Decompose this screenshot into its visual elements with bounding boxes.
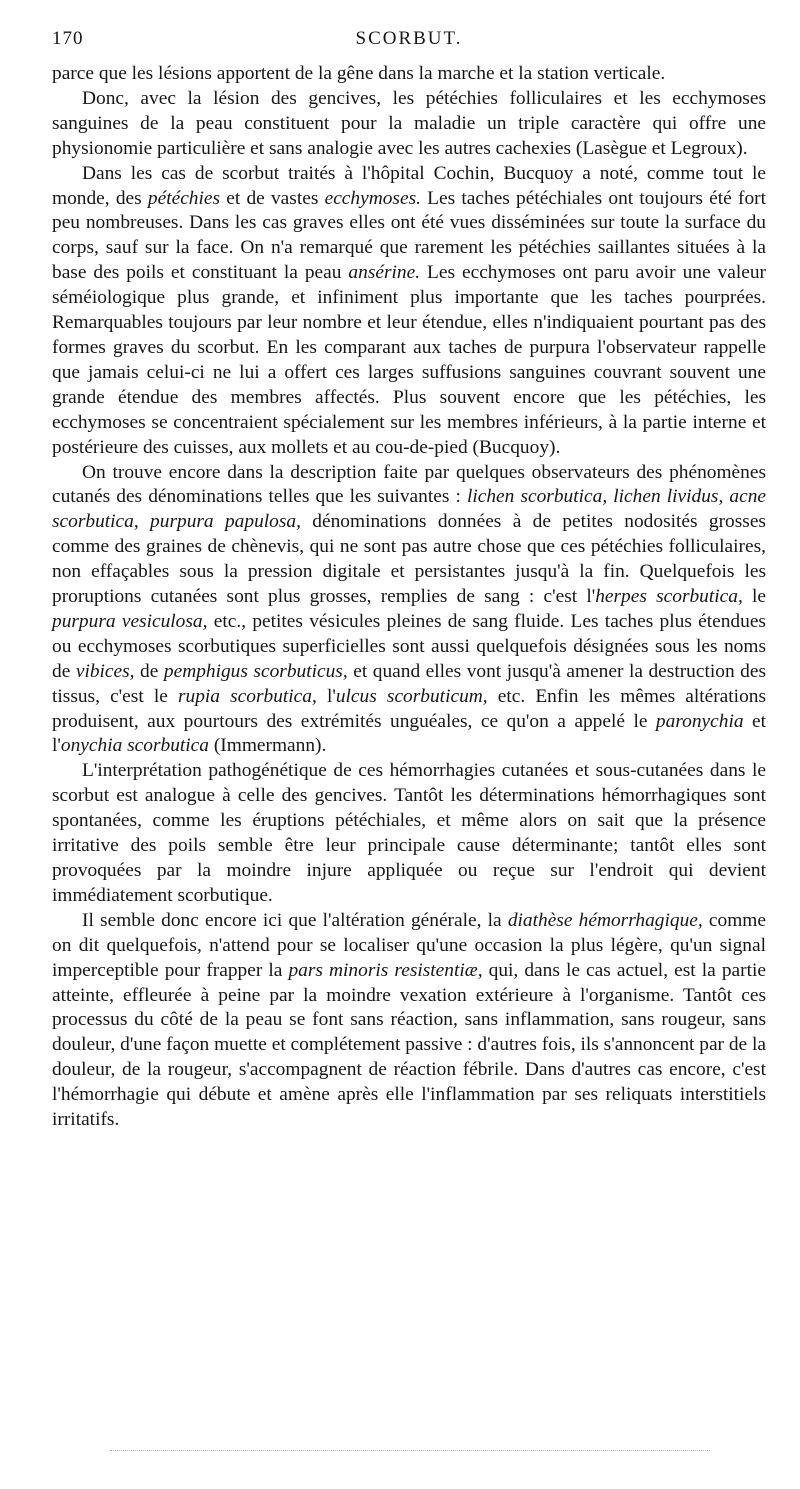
text-run: comme on dit quelquefois, n'attend pour se localiser qu'une occasion la plus légère, qu'un signal imperceptible pour frapper la bbox=[52, 909, 766, 981]
running-title: SCORBUT. bbox=[355, 28, 463, 49]
italic-run: ulcus scorbuticum, bbox=[335, 685, 488, 707]
text-run: qui, dans le cas actuel, est la partie atteinte, effleurée à peine par la moindre vexation extérieure à l'organisme. Tantôt ces processus du côté de la peau se font sans réaction, sans inflammation, sans rougeur, sans douleur, d'une façon muette et complétement passive : d'autres fois, ils s'annoncent par de la douleur, de la rougeur, s'accompagnent de réaction fébrile. Dans d'autres cas encore, c'est l'hémorrhagie qui débute et amène après elle l'inflammation par ses reliquats interstitiels irritatifs. bbox=[52, 959, 767, 1131]
page-bottom-rule bbox=[110, 1450, 710, 1452]
italic-run: pars minoris resistentiæ, bbox=[288, 959, 483, 981]
italic-run: pemphigus scorbuticus, bbox=[163, 660, 348, 682]
text-run: Il semble donc encore ici que l'altération générale, la bbox=[82, 909, 508, 931]
page-header bbox=[52, 28, 766, 54]
paragraph bbox=[52, 162, 766, 461]
paragraph bbox=[52, 909, 766, 1133]
paragraph bbox=[52, 62, 766, 87]
text-run: etc., petites vésicules pleines de sang fluide. Les taches plus étendues ou ecchymoses scorbutiques superficielles sont aussi quelquefois désignées sous les noms de bbox=[52, 610, 766, 682]
paragraph bbox=[52, 87, 766, 162]
text-run: et de vastes bbox=[220, 187, 325, 209]
text-run: l' bbox=[316, 685, 336, 707]
text-run: etc. Enfin les mêmes altérations produisent, aux pourtours des extrémités unguéales, ce qu'on a appelé le bbox=[52, 685, 767, 732]
text-run: et quand elles vont jusqu'à amener la destruction des tissus, c'est le bbox=[52, 660, 767, 707]
text-run: et l' bbox=[52, 710, 766, 757]
text-run: On trouve encore dans la description faite par quelques observateurs des phénomènes cutanés des dénominations telles que les suivantes : bbox=[52, 461, 766, 508]
paragraph bbox=[52, 461, 766, 760]
italic-run: vibices, bbox=[75, 660, 135, 682]
italic-run: onychia scorbutica bbox=[60, 735, 209, 757]
paragraph bbox=[52, 759, 766, 908]
italic-run: herpes scorbutica, bbox=[595, 586, 743, 608]
italic-run: ecchymoses. bbox=[324, 187, 421, 209]
italic-run: purpura vesiculosa, bbox=[52, 610, 208, 632]
italic-run: pétéchies bbox=[147, 187, 221, 209]
italic-run: paronychia bbox=[655, 710, 744, 732]
italic-run: lichen scorbutica, lichen lividus, acne scorbutica, purpura papulosa, bbox=[52, 486, 767, 533]
body-text bbox=[52, 62, 766, 1133]
text-run: Dans les cas de scorbut traités à l'hôpital Cochin, Bucquoy a noté, comme tout le monde, des bbox=[52, 162, 766, 209]
page-number: 170 bbox=[52, 28, 84, 49]
text-run: le bbox=[742, 586, 766, 608]
text-run: Donc, avec la lésion des gencives, les pétéchies folliculaires et les ecchymoses sanguines de la peau constituent pour la maladie un triple caractère qui offre une physionomie particulière et sans analogie avec les autres cachexies (Lasègue et Legroux). bbox=[52, 87, 766, 159]
text-run: parce que les lésions apportent de la gêne dans la marche et la station verticale. bbox=[52, 63, 666, 84]
text-run: Les taches pétéchiales ont toujours été fort peu nombreuses. Dans les cas graves elles ont été vues disséminées sur toute la surface du corps, sauf sur la face. On n'a remarqué que rarement les pétéchies saillantes situées à la base des poils et constituant la peau bbox=[52, 187, 766, 284]
italic-run: rupia scorbutica, bbox=[177, 685, 317, 707]
text-run: L'interprétation pathogénétique de ces hémorrhagies cutanées et sous-cutanées dans le scorbut est analogue à celle des gencives. Tantôt les déterminations hémorrhagiques sont spontanées, comme les éruptions pétéchiales, et même alors on sait que la présence irritative des poils semble être leur principale cause déterminante; tantôt elles sont provoquées par la moindre injure appliquée ou reçue sur l'endroit qui devient immédiatement scorbutique. bbox=[52, 760, 766, 906]
text-run: de bbox=[134, 660, 164, 682]
text-run: dénominations données à de petites nodosités grosses comme des graines de chènevis, qui ne sont pas autre chose que ces pétéchies folliculaires, non effaçables sous la pression digitale et persistantes jusqu'à la fin. Quelquefois les proruptions cutanées sont plus grosses, remplies de sang : c'est l' bbox=[52, 511, 766, 608]
italic-run: ansérine. bbox=[348, 262, 421, 284]
text-run: Les ecchymoses ont paru avoir une valeur séméiologique plus grande, et infiniment plus importante que les taches pourprées. Remarquables toujours par leur nombre et leur étendue, elles n'indiquaient pourtant pas des formes graves du scorbut. En les comparant aux taches de purpura l'observateur rappelle que jamais celui-ci ne lui a offert ces larges suffusions sanguines couvrant souvent une grande étendue des membres affectés. Plus souvent encore que les pétéchies, les ecchymoses se concentraient spécialement sur les membres inférieurs, à la partie interne et postérieure des cuisses, aux mollets et au cou-de-pied (Bucquoy). bbox=[52, 262, 766, 458]
italic-run: diathèse hémorrhagique, bbox=[507, 909, 703, 931]
text-run: (Immermann). bbox=[208, 735, 327, 757]
